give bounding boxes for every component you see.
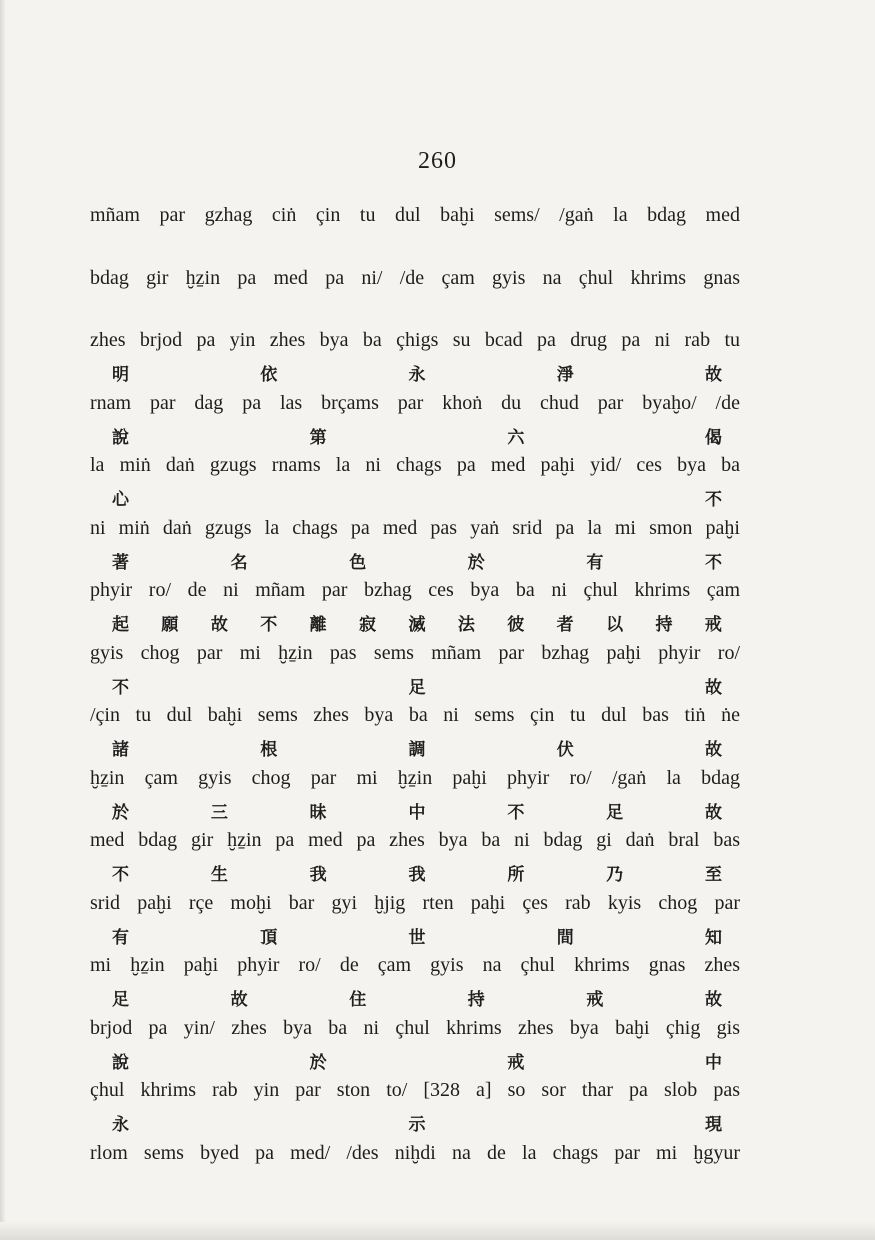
romanized-line: mñam par gzhag ciṅ çin tu dul baḫi sems/ /gaṅ la bdag med — [90, 204, 740, 226]
chinese-gloss-char: 永 — [408, 365, 426, 385]
chinese-gloss-line — [112, 360, 722, 385]
chinese-gloss-char: 說 — [112, 1053, 129, 1073]
chinese-gloss-char: 不 — [112, 678, 129, 698]
chinese-gloss-char: 所 — [507, 865, 525, 885]
chinese-gloss-char: 伏 — [556, 740, 574, 760]
chinese-gloss-char: 法 — [457, 615, 475, 635]
chinese-gloss-line — [112, 860, 722, 885]
chinese-gloss-char: 住 — [349, 990, 367, 1010]
chinese-gloss-char: 故 — [210, 615, 228, 635]
chinese-gloss-line — [112, 1048, 722, 1073]
page-number: 260 — [418, 148, 457, 174]
chinese-gloss-char: 色 — [349, 553, 367, 573]
chinese-gloss-char: 足 — [408, 678, 426, 698]
romanized-line: brjod pa yin/ zhes bya ba ni çhul khrims zhes bya baḫi çhig gis — [90, 1017, 740, 1039]
chinese-gloss-char: 者 — [556, 615, 574, 635]
chinese-gloss-line — [112, 798, 722, 823]
chinese-gloss-char: 淨 — [556, 365, 574, 385]
chinese-gloss-char: 至 — [704, 865, 722, 885]
chinese-gloss-char: 於 — [309, 1053, 327, 1073]
chinese-gloss-char: 說 — [112, 428, 129, 448]
chinese-gloss-line — [112, 923, 722, 948]
chinese-gloss-char: 不 — [704, 490, 722, 510]
romanized-line: med bdag gir ḫẕin pa med pa zhes bya ba ni bdag gi daṅ bral bas — [90, 829, 740, 851]
chinese-gloss-char: 中 — [408, 803, 426, 823]
chinese-gloss-char: 不 — [260, 615, 278, 635]
romanized-line: ḫẕin çam gyis chog par mi ḫẕin paḫi phyir ro/ /gaṅ la bdag — [90, 767, 740, 789]
chinese-gloss-char: 有 — [112, 928, 129, 948]
chinese-gloss-char: 戒 — [586, 990, 604, 1010]
chinese-gloss-char: 根 — [260, 740, 278, 760]
chinese-gloss-char: 生 — [210, 865, 228, 885]
chinese-gloss-char: 故 — [230, 990, 248, 1010]
chinese-gloss-char: 有 — [586, 553, 604, 573]
chinese-gloss-char: 戒 — [704, 615, 722, 635]
chinese-gloss-char: 寂 — [359, 615, 377, 635]
chinese-gloss-char: 乃 — [606, 865, 624, 885]
romanized-line: phyir ro/ de ni mñam par bzhag ces bya ba ni çhul khrims çam — [90, 579, 740, 601]
chinese-gloss-char: 我 — [309, 865, 327, 885]
chinese-gloss-char: 依 — [260, 365, 278, 385]
chinese-gloss-char: 持 — [467, 990, 485, 1010]
chinese-gloss-char: 昧 — [309, 803, 327, 823]
chinese-gloss-char: 彼 — [507, 615, 525, 635]
chinese-gloss-line — [112, 548, 722, 573]
chinese-gloss-char: 足 — [112, 990, 129, 1010]
chinese-gloss-char: 永 — [112, 1115, 129, 1135]
romanized-line: gyis chog par mi ḫẕin pas sems mñam par bzhag paḫi phyir ro/ — [90, 642, 740, 664]
chinese-gloss-char: 示 — [408, 1115, 426, 1135]
romanized-line: mi ḫẕin paḫi phyir ro/ de çam gyis na çhul khrims gnas zhes — [90, 954, 740, 976]
chinese-gloss-char: 中 — [704, 1053, 722, 1073]
chinese-gloss-line — [112, 985, 722, 1010]
chinese-gloss-char: 著 — [112, 553, 129, 573]
chinese-gloss-char: 第 — [309, 428, 327, 448]
chinese-gloss-char: 調 — [408, 740, 426, 760]
romanized-line: /çin tu dul baḫi sems zhes bya ba ni sems çin tu dul bas tiṅ ṅe — [90, 704, 740, 726]
chinese-gloss-char: 間 — [556, 928, 574, 948]
chinese-gloss-char: 故 — [704, 803, 722, 823]
romanized-line: bdag gir ḫẕin pa med pa ni/ /de çam gyis na çhul khrims gnas — [90, 267, 740, 289]
chinese-gloss-char: 頂 — [260, 928, 278, 948]
romanized-line: zhes brjod pa yin zhes bya ba çhigs su bcad pa drug pa ni rab tu — [90, 329, 740, 351]
chinese-gloss-char: 起 — [112, 615, 129, 635]
romanized-line: ni miṅ daṅ gzugs la chags pa med pas yaṅ srid pa la mi smon paḫi — [90, 517, 740, 539]
chinese-gloss-char: 知 — [705, 928, 722, 948]
chinese-gloss-char: 不 — [704, 553, 722, 573]
chinese-gloss-char: 諸 — [112, 740, 129, 760]
chinese-gloss-char: 持 — [655, 615, 673, 635]
chinese-gloss-line — [112, 610, 722, 635]
chinese-gloss-char: 名 — [230, 553, 248, 573]
chinese-gloss-char: 故 — [704, 990, 722, 1010]
chinese-gloss-char: 離 — [309, 615, 327, 635]
chinese-gloss-char: 於 — [112, 803, 129, 823]
chinese-gloss-char: 故 — [705, 365, 722, 385]
chinese-gloss-char: 心 — [112, 490, 129, 510]
chinese-gloss-line — [112, 423, 722, 448]
romanized-line: la miṅ daṅ gzugs rnams la ni chags pa med paḫi yid/ ces bya ba — [90, 454, 740, 476]
chinese-gloss-char: 明 — [112, 365, 129, 385]
chinese-gloss-char: 戒 — [507, 1053, 525, 1073]
chinese-gloss-line — [112, 1110, 722, 1135]
chinese-gloss-char: 我 — [408, 865, 426, 885]
chinese-gloss-line — [112, 735, 722, 760]
chinese-gloss-char: 不 — [112, 865, 129, 885]
romanized-line: rlom sems byed pa med/ /des niḫdi na de la chags par mi ḫgyur — [90, 1142, 740, 1164]
chinese-gloss-char: 願 — [161, 615, 179, 635]
chinese-gloss-char: 故 — [705, 678, 722, 698]
chinese-gloss-char: 於 — [467, 553, 485, 573]
chinese-gloss-char: 三 — [210, 803, 228, 823]
romanized-line: çhul khrims rab yin par ston to/ [328 a] so sor thar pa slob pas — [90, 1079, 740, 1101]
romanized-line: rnam par dag pa las brçams par khoṅ du chud par byaḫo/ /de — [90, 392, 740, 414]
chinese-gloss-char: 不 — [507, 803, 525, 823]
chinese-gloss-char: 六 — [507, 428, 525, 448]
chinese-gloss-char: 滅 — [408, 615, 426, 635]
chinese-gloss-char: 現 — [705, 1115, 722, 1135]
chinese-gloss-char: 足 — [606, 803, 624, 823]
chinese-gloss-char: 世 — [408, 928, 426, 948]
chinese-gloss-char: 以 — [606, 615, 624, 635]
chinese-gloss-char: 故 — [705, 740, 722, 760]
chinese-gloss-char: 偈 — [704, 428, 722, 448]
romanized-line: srid paḫi rçe moḫi bar gyi ḫjig rten paḫi çes rab kyis chog par — [90, 892, 740, 914]
chinese-gloss-line — [112, 485, 722, 510]
chinese-gloss-line — [112, 673, 722, 698]
